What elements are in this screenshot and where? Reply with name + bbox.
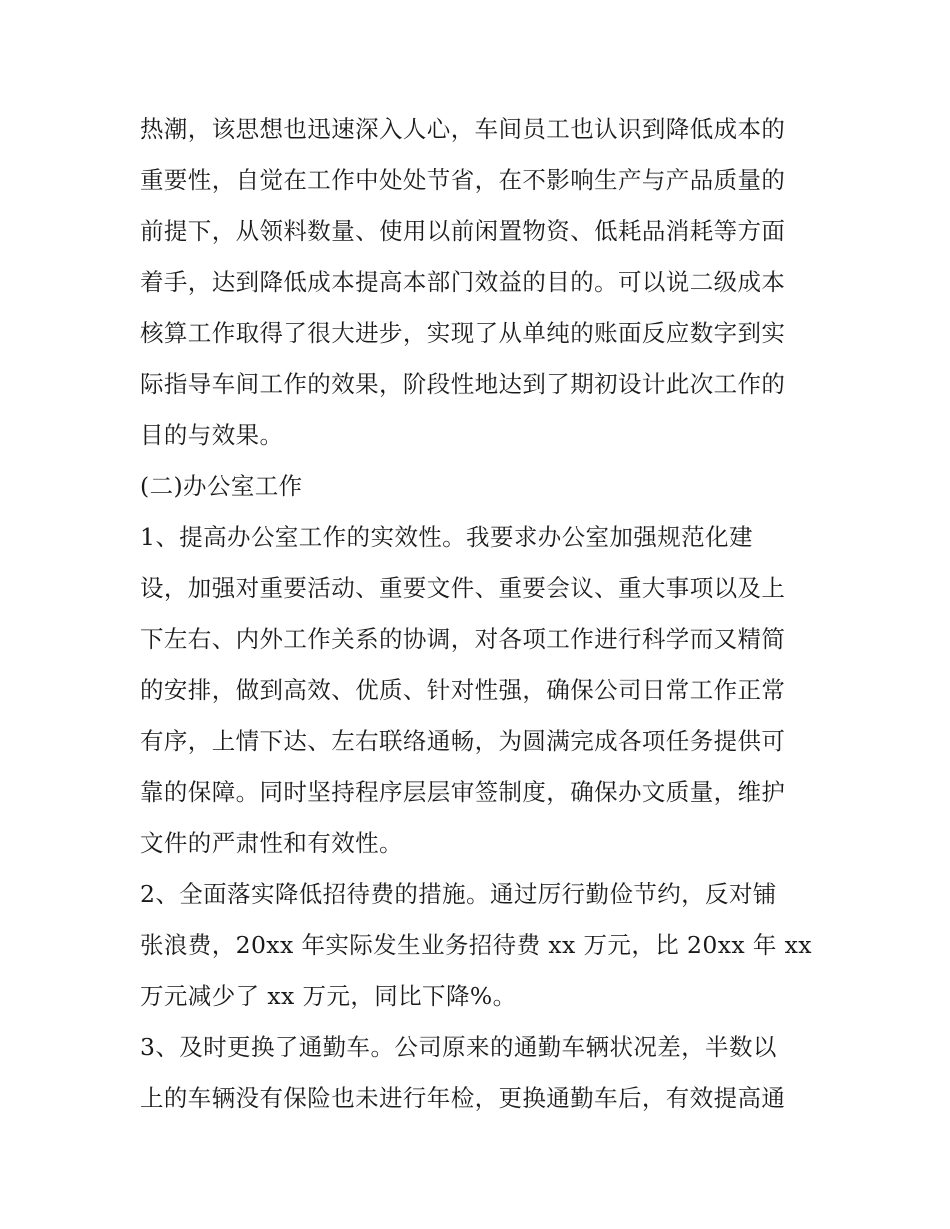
text-line: 万元减少了 xx 万元，同比下降%。 — [140, 982, 517, 1010]
text-line: 文件的严肃性和有效性。 — [140, 829, 403, 857]
text-line: 张浪费，20xx 年实际发生业务招待费 xx 万元，比 20xx 年 xx — [140, 931, 812, 959]
text-line: 3、及时更换了通勤车。公司原来的通勤车辆状况差，半数以 — [140, 1033, 777, 1061]
section-heading: (二)办公室工作 — [140, 472, 303, 500]
text-line: 设，加强对重要活动、重要文件、重要会议、重大事项以及上 — [140, 574, 786, 602]
text-line: 前提下，从领料数量、使用以前闲置物资、低耗品消耗等方面 — [140, 217, 786, 245]
document-body — [140, 104, 820, 1124]
text-line: 有序，上情下达、左右联络通畅，为圆满完成各项任务提供可 — [140, 727, 786, 755]
text-line: 的安排，做到高效、优质、针对性强，确保公司日常工作正常 — [140, 676, 786, 704]
text-line: 核算工作取得了很大进步，实现了从单纯的账面反应数字到实 — [140, 319, 786, 347]
text-line: 重要性，自觉在工作中处处节省，在不影响生产与产品质量的 — [140, 166, 786, 194]
text-line: 目的与效果。 — [140, 421, 284, 449]
text-line: 上的车辆没有保险也未进行年检，更换通勤车后，有效提高通 — [140, 1084, 786, 1112]
text-line: 热潮，该思想也迅速深入人心，车间员工也认识到降低成本的 — [140, 115, 786, 143]
text-line: 着手，达到降低成本提高本部门效益的目的。可以说二级成本 — [140, 268, 786, 296]
text-line: 靠的保障。同时坚持程序层层审签制度，确保办文质量，维护 — [140, 778, 786, 806]
text-line: 1、提高办公室工作的实效性。我要求办公室加强规范化建 — [140, 523, 753, 551]
text-line: 下左右、内外工作关系的协调，对各项工作进行科学而又精简 — [140, 625, 786, 653]
text-line: 2、全面落实降低招待费的措施。通过厉行勤俭节约，反对铺 — [140, 880, 777, 908]
text-line: 际指导车间工作的效果，阶段性地达到了期初设计此次工作的 — [140, 370, 786, 398]
